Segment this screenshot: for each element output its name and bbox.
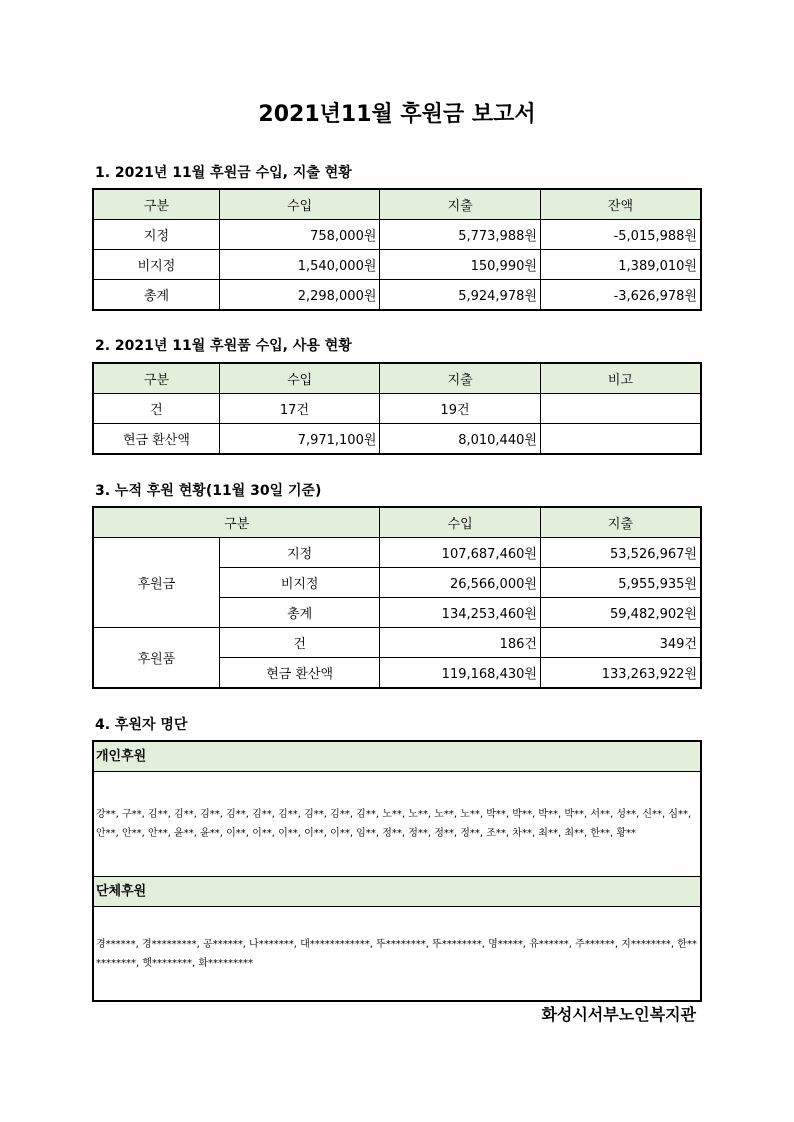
- individual-donor-header: 개인후원: [94, 742, 700, 772]
- expense-cell: 5,955,935원: [540, 568, 701, 598]
- expense-cell: 5,773,988원: [380, 220, 541, 250]
- individual-donor-text: 강**, 구**, 김**, 김**, 김**, 김**, 김**, 김**, 김**, 김**, 김**, 노**, 노**, 노**, 노**, 박**, 박**, 박**, 박**, 서**, 성**, 신**, 심**, 안**, 안**, 안**, 윤**, 윤**, 이**, 이**, 이**, 이**, 이**, 임**, 정**, 정**, 정**, 정**, 조**, 차**, 최**, 최**, 한**, 황**: [96, 809, 692, 839]
- table-row: [93, 280, 701, 311]
- row-label: 건: [219, 628, 380, 658]
- donation-table: [92, 188, 702, 311]
- income-cell: 107,687,460원: [380, 538, 541, 568]
- balance-cell: -5,015,988원: [540, 220, 701, 250]
- income-cell: 26,566,000원: [380, 568, 541, 598]
- group-label: 후원금: [93, 538, 219, 628]
- section1-heading: 1. 2021년 11월 후원금 수입, 지출 현황: [95, 165, 352, 181]
- row-label: 지정: [93, 220, 219, 250]
- income-cell: 758,000원: [219, 220, 380, 250]
- expense-cell: 53,526,967원: [540, 538, 701, 568]
- col-header: 구분: [93, 189, 219, 220]
- goods-table: [92, 362, 702, 455]
- balance-cell: 1,389,010원: [540, 250, 701, 280]
- col-header: 지출: [380, 189, 541, 220]
- income-cell: 2,298,000원: [219, 280, 380, 311]
- col-header: 수입: [380, 507, 541, 538]
- income-cell: 7,971,100원: [219, 424, 380, 455]
- balance-cell: -3,626,978원: [540, 280, 701, 311]
- row-label: 현금 환산액: [93, 424, 219, 455]
- row-label: 비지정: [219, 568, 380, 598]
- table-row: [93, 628, 701, 658]
- expense-cell: 349건: [540, 628, 701, 658]
- income-cell: 186건: [380, 628, 541, 658]
- row-label: 지정: [219, 538, 380, 568]
- expense-cell: 5,924,978원: [380, 280, 541, 311]
- expense-cell: 59,482,902원: [540, 598, 701, 628]
- table-row: [93, 538, 701, 568]
- income-cell: 17건: [219, 394, 380, 424]
- col-header: 잔액: [540, 189, 701, 220]
- expense-cell: 133,263,922원: [540, 658, 701, 689]
- row-label: 총계: [219, 598, 380, 628]
- table-row: [93, 220, 701, 250]
- section4-heading: 4. 후원자 명단: [95, 717, 188, 733]
- col-header: 비고: [540, 363, 701, 394]
- cumulative-table: [92, 506, 702, 689]
- individual-donor-names: [94, 772, 700, 877]
- col-header: 수입: [219, 189, 380, 220]
- organization-name: 화성시서부노인복지관: [541, 1005, 696, 1024]
- page-title: 2021년11월 후원금 보고서: [258, 102, 536, 127]
- group-donor-names: [94, 907, 700, 1000]
- row-label: 건: [93, 394, 219, 424]
- row-label: 현금 환산액: [219, 658, 380, 689]
- col-header: 지출: [540, 507, 701, 538]
- row-label: 총계: [93, 280, 219, 311]
- note-cell: [540, 394, 701, 424]
- group-label: 후원품: [93, 628, 219, 689]
- col-header: 수입: [219, 363, 380, 394]
- section3-heading: 3. 누적 후원 현황(11월 30일 기준): [95, 483, 322, 499]
- row-label: 비지정: [93, 250, 219, 280]
- table-row: [93, 250, 701, 280]
- group-donor-header: 단체후원: [94, 877, 700, 907]
- expense-cell: 150,990원: [380, 250, 541, 280]
- col-header: 구분: [93, 507, 380, 538]
- income-cell: 119,168,430원: [380, 658, 541, 689]
- income-cell: 134,253,460원: [380, 598, 541, 628]
- group-donor-text: 경******, 경*********, 공******, 나*******, 대************, 뚜********, 뚜********, 명*****, 유******, 주******, 지********, 한**********, 햇********, 화*********: [96, 938, 697, 969]
- income-cell: 1,540,000원: [219, 250, 380, 280]
- col-header: 지출: [380, 363, 541, 394]
- col-header: 구분: [93, 363, 219, 394]
- donor-list: [92, 740, 702, 1002]
- table-row: [93, 424, 701, 455]
- table-row: [93, 394, 701, 424]
- section2-heading: 2. 2021년 11월 후원품 수입, 사용 현황: [95, 338, 352, 354]
- expense-cell: 8,010,440원: [380, 424, 541, 455]
- note-cell: [540, 424, 701, 455]
- expense-cell: 19건: [380, 394, 541, 424]
